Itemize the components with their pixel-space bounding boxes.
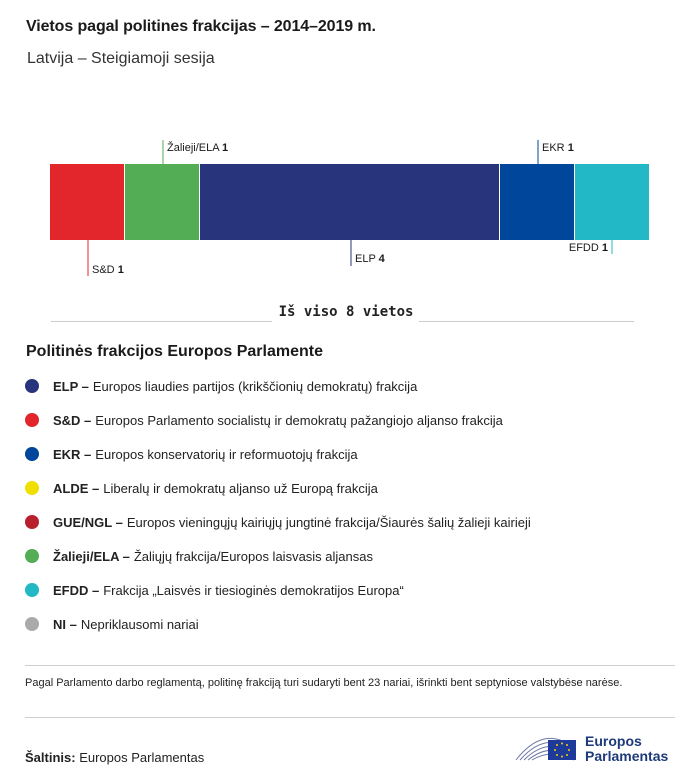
segment-name: Žalieji/ELA (167, 142, 223, 154)
legend-text: Europos konservatorių ir reformuotojų frakcija (95, 446, 358, 462)
segment-label-1 (167, 141, 228, 154)
legend-text: Žaliųjų frakcija/Europos laisvasis aljansas (133, 548, 373, 564)
chart-title: Vietos pagal politines frakcijas – 2014–2019 m. (26, 18, 376, 35)
legend-abbr: EKR – (53, 446, 92, 462)
segment-name: ELP (355, 253, 379, 265)
legend-text: Europos Parlamento socialistų ir demokratų pažangiojo aljanso frakcija (95, 412, 503, 428)
total-divider-right (419, 321, 634, 322)
legend-text: Nepriklausomi nariai (80, 616, 199, 632)
legend-item (25, 437, 685, 471)
source-value: Europos Parlamentas (79, 750, 205, 765)
legend-dot-icon (25, 413, 39, 427)
segment-label-0 (92, 264, 124, 276)
footnote: Pagal Parlamento darbo reglamentą, politinę frakciją turi sudaryti bent 23 nariai, išrinkti bent septyniose valstybėse narėse. (25, 677, 623, 689)
stacked-bar-chart (0, 130, 700, 290)
legend-item (25, 471, 685, 505)
bar-segment-1 (125, 164, 199, 240)
segment-name: EKR (542, 142, 568, 154)
segment-value: 1 (567, 142, 574, 154)
legend-item (25, 403, 685, 437)
segment-label-4 (569, 242, 608, 254)
legend-dot-icon (25, 379, 39, 393)
segment-value: 1 (601, 242, 608, 254)
bar-segment-0 (50, 164, 124, 240)
legend-item (25, 369, 685, 403)
legend-dot-icon (25, 515, 39, 529)
legend-text: Liberalų ir demokratų aljanso už Europą frakcija (103, 480, 378, 496)
divider-top (25, 665, 675, 666)
legend-abbr: S&D – (53, 412, 92, 428)
bar-segment-4 (575, 164, 649, 240)
legend-list (25, 369, 685, 641)
divider-bottom (25, 717, 675, 718)
legend-abbr: EFDD – (53, 582, 100, 598)
segment-name: EFDD (568, 242, 602, 254)
legend-abbr: ALDE – (53, 480, 100, 496)
source-label: Šaltinis: (25, 750, 76, 765)
chart-subtitle: Latvija – Steigiamoji sesija (27, 50, 215, 67)
legend-dot-icon (25, 617, 39, 631)
legend-dot-icon (25, 583, 39, 597)
segment-value: 1 (117, 264, 124, 276)
segment-value: 1 (222, 142, 229, 154)
logo-line-1: Europos (585, 733, 642, 749)
bar-segment-3 (500, 164, 574, 240)
legend-dot-icon (25, 481, 39, 495)
legend-abbr: NI – (53, 616, 77, 632)
bar-segment-2 (200, 164, 499, 240)
legend-text: Europos liaudies partijos (krikščionių demokratų) frakcija (92, 378, 418, 394)
legend-dot-icon (25, 549, 39, 563)
legend-abbr: GUE/NGL – (53, 514, 123, 530)
legend-item (25, 505, 685, 539)
legend-text: Frakcija „Laisvės ir tiesioginės demokratijos Europa“ (103, 582, 404, 598)
logo-text (585, 734, 668, 764)
legend-text: Europos vieningųjų kairiųjų jungtinė frakcija/Šiaurės šalių žalieji kairieji (126, 514, 531, 530)
total-divider-left (51, 321, 272, 322)
segment-label-3 (542, 142, 574, 154)
legend-title: Politinės frakcijos Europos Parlamente (26, 343, 323, 360)
segment-name: S&D (92, 264, 118, 276)
segment-value: 4 (378, 253, 385, 265)
legend-abbr: ELP – (53, 378, 89, 394)
source-line (25, 750, 204, 765)
legend-item (25, 539, 685, 573)
segment-label-2 (355, 253, 386, 265)
total-seats-label: Iš viso 8 vietos (278, 304, 414, 320)
legend-item (25, 573, 685, 607)
logo-line-2: Parlamentas (585, 748, 669, 764)
legend-abbr: Žalieji/ELA – (53, 548, 130, 564)
legend-item (25, 607, 685, 641)
legend-dot-icon (25, 447, 39, 461)
